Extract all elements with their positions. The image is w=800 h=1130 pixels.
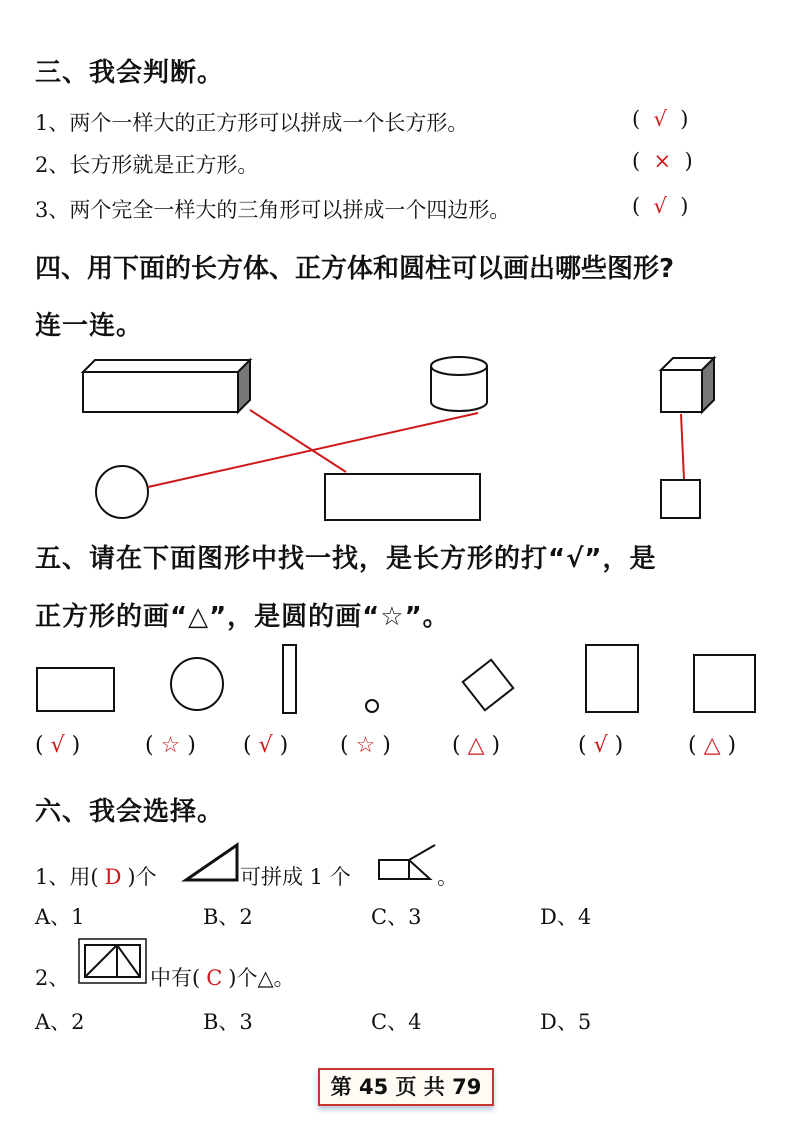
cube-figure [661, 358, 714, 412]
triangles-count-figure [79, 939, 146, 983]
question-1 [35, 861, 157, 891]
shape-answer-3: ( √ ) [243, 733, 289, 758]
section-5-title: 五、请在下面图形中找一找，是长方形的打“√”，是 [35, 544, 657, 574]
cylinder-figure [431, 357, 487, 411]
q2-option-b: B、3 [203, 1010, 253, 1034]
answer-mark: √ [653, 107, 667, 131]
q1-option-c: C、3 [371, 905, 422, 929]
shape-answer-4: ( ☆ ) [340, 733, 391, 758]
answer-mark: √ [258, 733, 273, 758]
match-line [681, 414, 684, 479]
judge-answer-1: ( √ ) [632, 107, 689, 131]
shape-tall-rectangle [586, 645, 638, 712]
shape-answer-5: ( △ ) [452, 733, 501, 758]
q1-option-d: D、4 [540, 905, 592, 929]
shape-square [694, 655, 755, 712]
answer-mark: √ [50, 733, 65, 758]
answer-mark: ☆ [355, 733, 376, 758]
question-2 [150, 962, 295, 992]
q2-prefix: 2、 [35, 966, 70, 990]
shape-thin-rectangle [283, 645, 296, 713]
cuboid-figure [83, 360, 250, 412]
answer-mark: √ [593, 733, 608, 758]
q1-option-a: A、1 [35, 905, 85, 929]
answer-mark: √ [653, 194, 667, 218]
section-4-subtitle: 连一连。 [35, 311, 144, 341]
section-4-title: 四、用下面的长方体、正方体和圆柱可以画出哪些图形? [35, 254, 675, 284]
q2-mid: 中有( [150, 966, 201, 990]
judge-answer-3: ( √ ) [632, 194, 689, 218]
shape-answer-6: ( √ ) [578, 733, 624, 758]
answer-mark: × [653, 149, 672, 173]
circle-figure [96, 466, 148, 518]
q1-answer: D [104, 865, 122, 889]
judge-answer-2: ( × ) [632, 149, 693, 173]
q2-answer: C [206, 966, 223, 990]
section-3-title: 三、我会判断。 [35, 58, 225, 88]
triangle-figure [186, 845, 237, 880]
q1-prefix: 1、用( [35, 865, 99, 889]
rectangle-figure [325, 474, 480, 520]
judge-item-1: 1、两个一样大的正方形可以拼成一个长方形。 [35, 111, 469, 135]
q2-option-a: A、2 [35, 1010, 85, 1034]
match-line [250, 410, 346, 472]
q1-option-b: B、2 [203, 905, 253, 929]
section-6-title: 六、我会选择。 [35, 797, 225, 827]
shape-rotated-square [463, 660, 514, 711]
answer-mark: △ [467, 733, 485, 758]
square-figure [661, 480, 700, 518]
q1-end: 。 [437, 865, 458, 889]
q2-option-c: C、4 [371, 1010, 422, 1034]
q2-suffix: )个△。 [228, 966, 295, 990]
answer-mark: ☆ [160, 733, 181, 758]
section-5-subtitle: 正方形的画“△”，是圆的画“☆”。 [35, 602, 450, 632]
shape-answer-1: ( √ ) [35, 733, 81, 758]
answer-mark: △ [703, 733, 721, 758]
shape-rectangle [37, 668, 114, 711]
page-number: 第 45 页 共 79 [318, 1068, 494, 1106]
composite-figure [379, 845, 435, 879]
shape-answer-2: ( ☆ ) [145, 733, 196, 758]
q2-option-d: D、5 [540, 1010, 592, 1034]
judge-item-3: 3、两个完全一样大的三角形可以拼成一个四边形。 [35, 198, 511, 222]
shape-circle [171, 658, 223, 710]
shape-small-circle [366, 700, 378, 712]
judge-item-2: 2、长方形就是正方形。 [35, 153, 259, 177]
q1-mid: )个 [127, 865, 157, 889]
q1-suffix: 可拼成 1 个 [240, 865, 351, 889]
shape-answer-7: ( △ ) [688, 733, 737, 758]
